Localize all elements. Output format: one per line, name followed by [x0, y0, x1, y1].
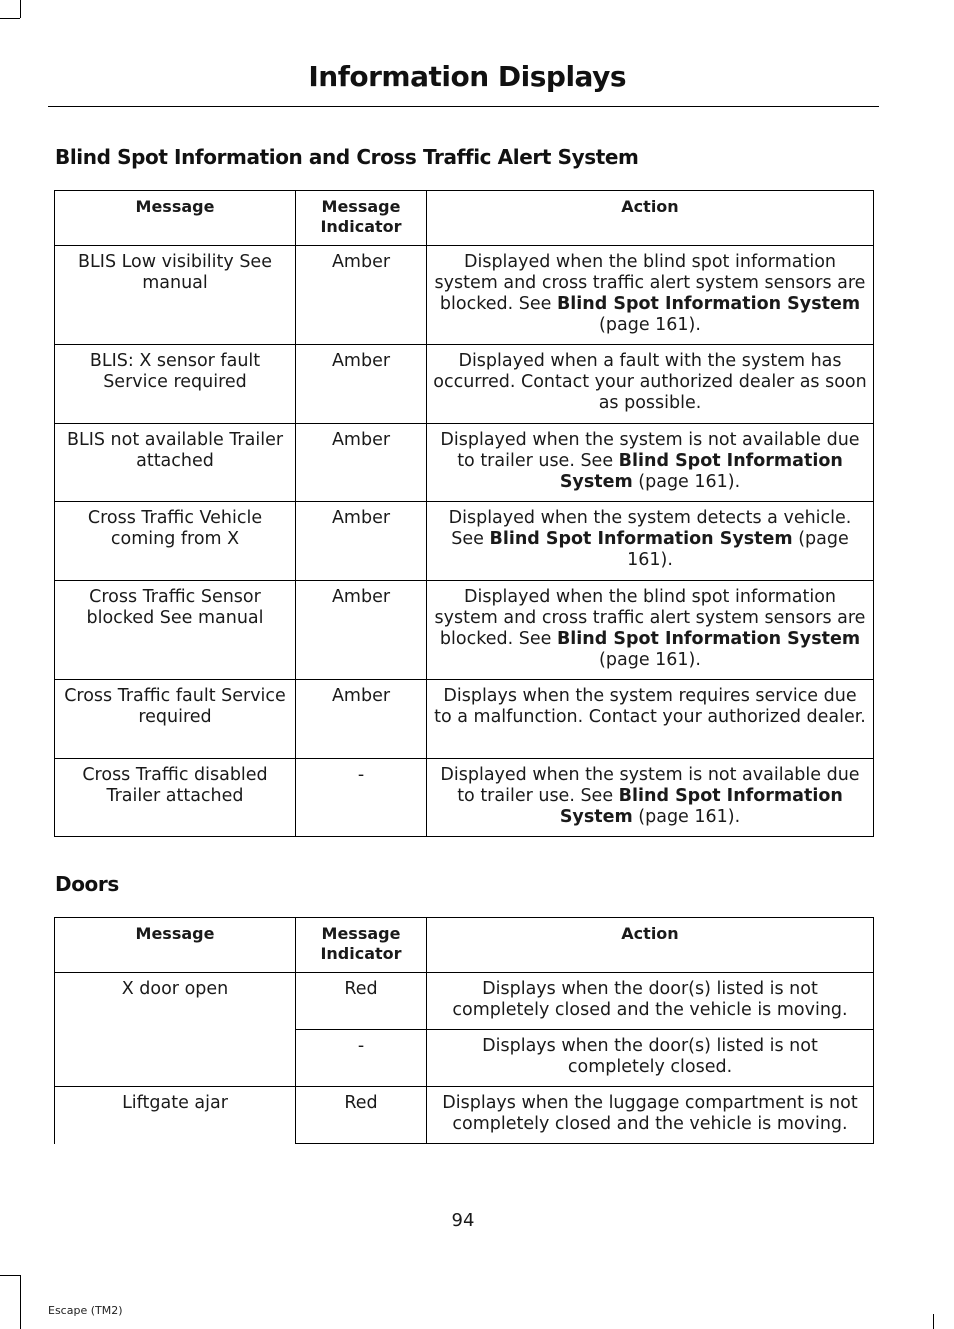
- indicator-cell: Amber: [296, 502, 427, 581]
- table-header-row: [55, 918, 874, 973]
- action-page: (page 161).: [627, 529, 849, 570]
- page-number: 94: [451, 1210, 475, 1231]
- action-reference: Blind Spot Information System: [559, 786, 843, 827]
- indicator-cell: Amber: [296, 345, 427, 424]
- message-cell: X door open: [55, 973, 296, 1087]
- message-cell: Cross Traffic Sensor blocked See manual: [55, 581, 296, 680]
- indicator-cell: Amber: [296, 680, 427, 759]
- action-text: Displayed when the system is not available due to trailer use. See: [440, 765, 860, 806]
- table-row: [55, 759, 874, 837]
- message-cell: Liftgate ajar: [55, 1087, 296, 1144]
- column-header: Action: [427, 191, 874, 246]
- table-row: [55, 246, 874, 345]
- crop-mark: [933, 1314, 934, 1329]
- action-text: Displays when the door(s) listed is not completely closed.: [482, 1036, 818, 1077]
- action-text: Displayed when a fault with the system has occurred. Contact your authorized dealer as soon as possible.: [433, 351, 867, 413]
- column-header: Message: [55, 918, 296, 973]
- action-text: Displays when the luggage compartment is not completely closed and the vehicle is moving.: [442, 1093, 858, 1134]
- column-header: Message Indicator: [296, 918, 427, 973]
- action-cell: [427, 759, 874, 837]
- action-cell: [427, 581, 874, 680]
- table-row: [55, 424, 874, 502]
- indicator-cell: Amber: [296, 581, 427, 680]
- message-cell: Cross Traffic disabled Trailer attached: [55, 759, 296, 837]
- message-cell: BLIS not available Trailer attached: [55, 424, 296, 502]
- indicator-cell: -: [296, 759, 427, 837]
- crop-mark: [20, 0, 21, 18]
- action-reference: Blind Spot Information System: [556, 294, 861, 314]
- action-cell: [427, 973, 874, 1030]
- action-text: Displayed when the system is not available due to trailer use. See: [440, 430, 860, 471]
- action-page: (page 161).: [599, 315, 701, 335]
- column-header: Message Indicator: [296, 191, 427, 246]
- crop-mark: [0, 1275, 20, 1276]
- action-text: Displays when the system requires service due to a malfunction. Contact your authorized dealer.: [434, 686, 866, 727]
- blind-spot-table: [54, 190, 874, 837]
- action-text: Displayed when the system detects a vehicle. See: [448, 508, 852, 549]
- table-row: [55, 581, 874, 680]
- action-reference: Blind Spot Information System: [556, 629, 861, 649]
- title-rule: [48, 106, 879, 107]
- action-cell: [427, 246, 874, 345]
- action-text: Displayed when the blind spot information system and cross traffic alert system sensors are blocked. See: [434, 252, 866, 314]
- footer-text: Escape (TM2): [48, 1304, 123, 1317]
- message-cell: Cross Traffic fault Service required: [55, 680, 296, 759]
- indicator-cell: Red: [296, 1087, 427, 1144]
- table-row: [55, 1087, 874, 1144]
- indicator-cell: Amber: [296, 424, 427, 502]
- crop-mark: [20, 1275, 21, 1329]
- action-cell: [427, 502, 874, 581]
- table-row: [55, 680, 874, 759]
- column-header: Action: [427, 918, 874, 973]
- action-text: Displayed when the blind spot information system and cross traffic alert system sensors are blocked. See: [434, 587, 866, 649]
- message-cell: BLIS: X sensor fault Service required: [55, 345, 296, 424]
- column-header: Message: [55, 191, 296, 246]
- action-page: (page 161).: [632, 472, 741, 492]
- indicator-cell: -: [296, 1030, 427, 1087]
- action-text: Displays when the door(s) listed is not completely closed and the vehicle is moving.: [452, 979, 848, 1020]
- section-title-doors: Doors: [55, 872, 119, 896]
- indicator-cell: Red: [296, 973, 427, 1030]
- indicator-cell: Amber: [296, 246, 427, 345]
- message-cell: BLIS Low visibility See manual: [55, 246, 296, 345]
- doors-table: [54, 917, 874, 1144]
- message-cell: Cross Traffic Vehicle coming from X: [55, 502, 296, 581]
- action-cell: [427, 680, 874, 759]
- page-title: Information Displays: [308, 60, 626, 93]
- crop-mark: [0, 18, 20, 19]
- table-row: [55, 973, 874, 1030]
- section-title-blind-spot: Blind Spot Information and Cross Traffic Alert System: [55, 145, 639, 169]
- action-page: (page 161).: [599, 650, 701, 670]
- table-row: [55, 502, 874, 581]
- action-cell: [427, 345, 874, 424]
- table-row: [55, 345, 874, 424]
- action-page: (page 161).: [632, 807, 741, 827]
- table-header-row: [55, 191, 874, 246]
- action-reference: Blind Spot Information System: [559, 451, 843, 492]
- action-reference: Blind Spot Information System: [489, 529, 793, 549]
- action-cell: [427, 1030, 874, 1087]
- action-cell: [427, 424, 874, 502]
- action-cell: [427, 1087, 874, 1144]
